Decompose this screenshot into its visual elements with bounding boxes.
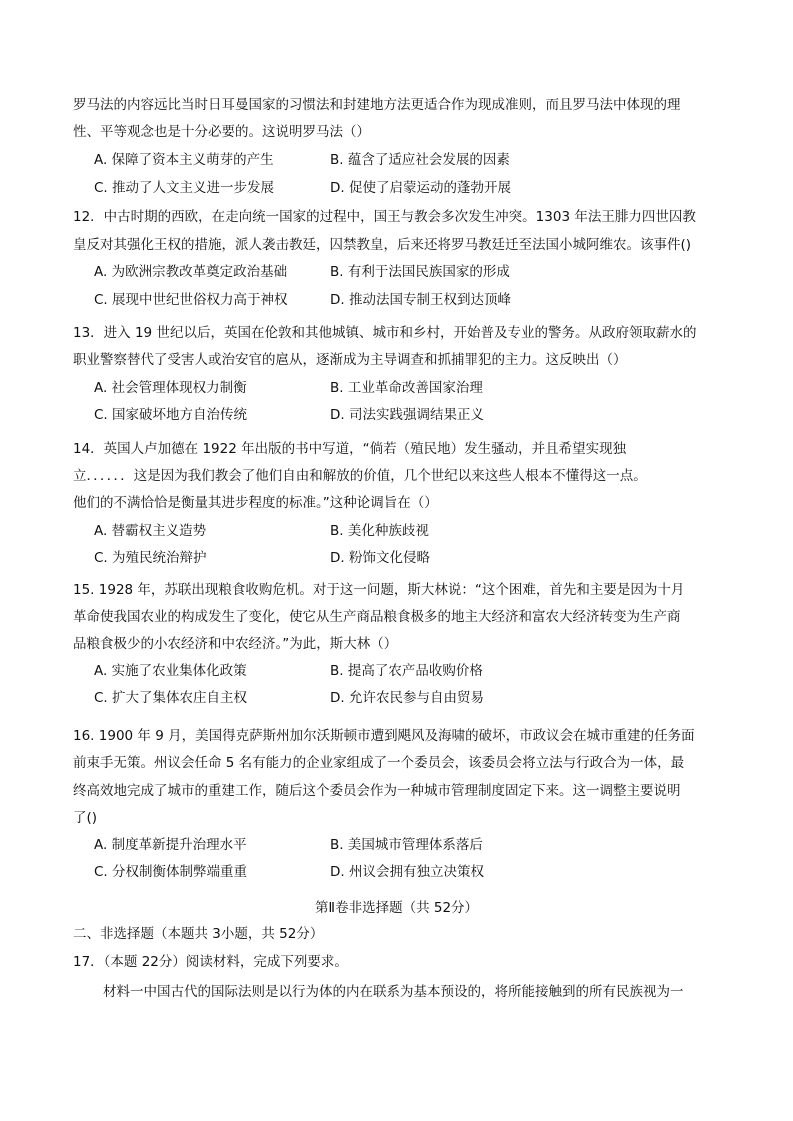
q14-stem-line-2: 立．．．．．．这是因为我们教会了他们自由和解放的价值，几个世纪以来这些人根本不懂得这一点。 — [73, 468, 647, 484]
q11-stem-line-2: 性、平等观念也是十分必要的。这说明罗马法（） — [73, 124, 370, 140]
q16-stem-line-4: 了() — [73, 810, 98, 826]
q12-stem-line-2: 皇反对其强化王权的措施，派人袭击教廷，囚禁教皇，后来还将罗马教廷迁至法国小城阿维农。该事件() — [73, 237, 692, 253]
q12-stem-line-1: 12．中古时期的西欧，在走向统一国家的过程中，国王与教会多次发生冲突。1303 年法王腓力四世囚教 — [73, 209, 696, 225]
q16-option-c[interactable]: C. 分权制衡体制弊端重重 — [94, 864, 248, 880]
q15-option-d[interactable]: D. 允许农民参与自由贸易 — [330, 690, 484, 706]
q13-option-c[interactable]: C. 国家破坏地方自治传统 — [94, 407, 248, 423]
q13-option-a[interactable]: A. 社会管理体现权力制衡 — [94, 380, 247, 396]
q15-option-a[interactable]: A. 实施了农业集体化政策 — [94, 663, 247, 679]
q11-option-c[interactable]: C. 推动了人文主义进一步发展 — [94, 180, 275, 196]
q14-option-a[interactable]: A. 替霸权主义造势 — [94, 523, 207, 539]
q13-stem-line-2: 职业警察替代了受害人或治安官的扈从，逐渐成为主导调查和抓捕罪犯的主力。这反映出（） — [73, 352, 627, 368]
q16-stem-line-1: 16. 1900 年 9 月，美国得克萨斯州加尔沃斯顿市遭到飓风及海啸的破坏，市政议会在城市重建的任务面 — [73, 728, 695, 744]
part2-heading: 第Ⅱ卷非选择题（共 52分） — [314, 900, 479, 916]
q12-option-d[interactable]: D. 推动法国专制王权到达顶峰 — [330, 292, 511, 308]
q16-stem-line-3: 终高效地完成了城市的重建工作，随后这个委员会作为一种城市管理制度固定下来。这一调整主要说明 — [73, 783, 681, 799]
q13-option-d[interactable]: D. 司法实践强调结果正义 — [330, 407, 484, 423]
q12-option-c[interactable]: C. 展现中世纪世俗权力高于神权 — [94, 292, 288, 308]
q13-stem-line-1: 13．进入 19 世纪以后，英国在伦敦和其他城镇、城市和乡村，开始普及专业的警务。从政府领取薪水的 — [73, 325, 697, 341]
q14-stem-line-3: 他们的不满恰恰是衡量其进步程度的标准。”这种论调旨在（） — [73, 495, 438, 511]
q12-option-b[interactable]: B. 有利于法国民族国家的形成 — [330, 264, 510, 280]
q16-option-a[interactable]: A. 制度革新提升治理水平 — [94, 837, 247, 853]
q11-stem-line-1: 罗马法的内容远比当时日耳曼国家的习惯法和封建地方法更适合作为现成准则，而且罗马法中体现的理 — [73, 97, 681, 113]
q15-option-c[interactable]: C. 扩大了集体农庄自主权 — [94, 690, 248, 706]
q11-option-d[interactable]: D. 促使了启蒙运动的蓬勃开展 — [330, 180, 511, 196]
q14-option-d[interactable]: D. 粉饰文化侵略 — [330, 550, 430, 566]
q17-stem: 17．（本题 22分）阅读材料，完成下列要求。 — [73, 954, 348, 970]
q16-option-b[interactable]: B. 美国城市管理体系落后 — [330, 837, 483, 853]
q12-option-a[interactable]: A. 为欧洲宗教改革奠定政治基础 — [94, 264, 288, 280]
q14-stem-line-1: 14．英国人卢加德在 1922 年出版的书中写道，“倘若（殖民地）发生骚动，并且希望实现独 — [73, 441, 627, 457]
q15-stem-line-2: 革命使我国农业的构成发生了变化，使它从生产商品粮食极多的地主大经济和富农大经济转变为生产商 — [73, 609, 681, 625]
q14-option-b[interactable]: B. 美化种族歧视 — [330, 523, 429, 539]
q17-material-line-1: 材料一中国古代的国际法则是以行为体的内在联系为基本预设的，将所能接触到的所有民族视为一 — [103, 984, 684, 1000]
q14-option-c[interactable]: C. 为殖民统治辩护 — [94, 550, 207, 566]
q15-option-b[interactable]: B. 提高了农产品收购价格 — [330, 663, 483, 679]
part2-section-title: 二、非选择题（本题共 3小题，共 52分） — [73, 926, 324, 942]
q16-stem-line-2: 前束手无策。州议会任命 5 名有能力的企业家组成了一个委员会，该委员会将立法与行政合为一体，最 — [73, 755, 685, 771]
q15-stem-line-1: 15. 1928 年，苏联出现粮食收购危机。对于这一问题，斯大林说：“这个困难，首先和主要是因为十月 — [73, 582, 685, 598]
q13-option-b[interactable]: B. 工业革命改善国家治理 — [330, 380, 483, 396]
q11-option-b[interactable]: B. 蕴含了适应社会发展的因素 — [330, 152, 510, 168]
q11-option-a[interactable]: A. 保障了资本主义萌芽的产生 — [94, 152, 274, 168]
q15-stem-line-3: 品粮食极少的小农经济和中农经济。”为此，斯大林（） — [73, 636, 398, 652]
q16-option-d[interactable]: D. 州议会拥有独立决策权 — [330, 864, 484, 880]
